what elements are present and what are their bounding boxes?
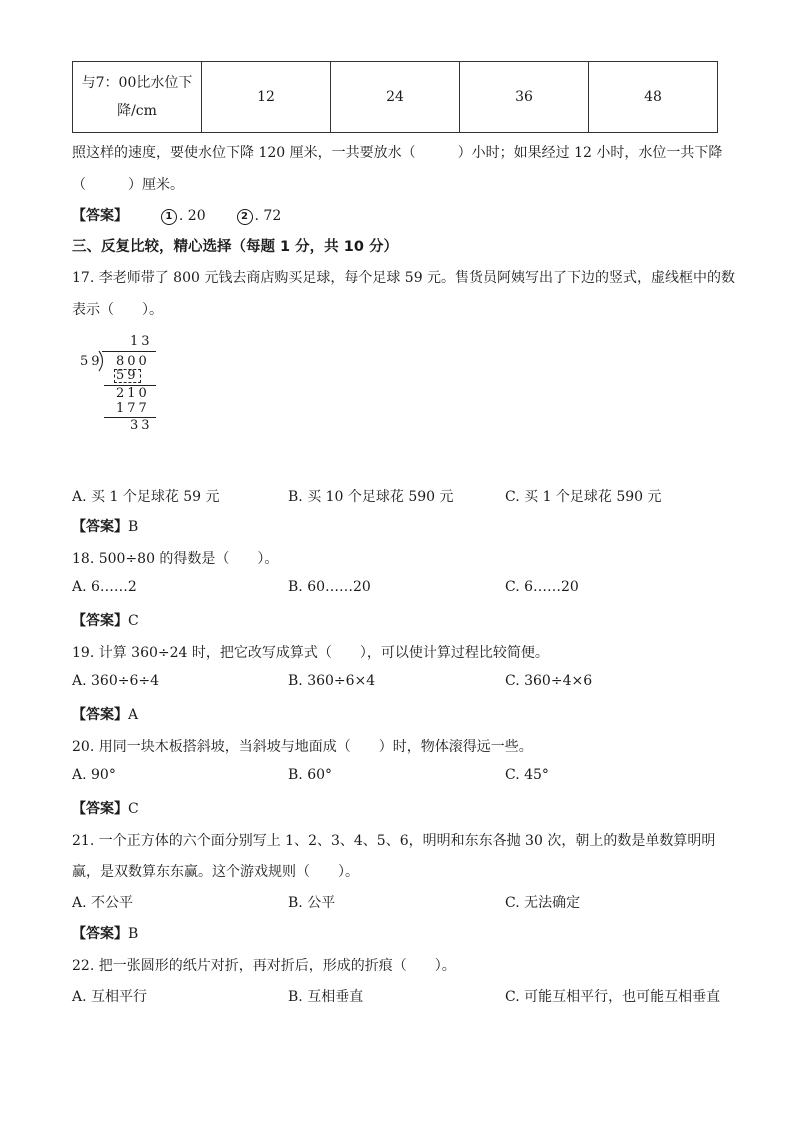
q17-option-b: B. 买 10 个足球花 590 元 <box>288 489 454 505</box>
q17-text-line1: 17. 李老师带了 800 元钱去商店购买足球，每个足球 59 元。售货员阿姨写出了下边的竖式，虚线框中的数 <box>72 270 736 286</box>
q17-answer <box>72 516 138 536</box>
table-row <box>73 62 718 133</box>
q19-option-a: A. 360÷6÷4 <box>72 673 160 689</box>
q17-text-line2: 表示（ ）。 <box>72 302 163 318</box>
q19-option-b: B. 360÷6×4 <box>288 673 376 689</box>
answer-value: . 72 <box>254 208 282 224</box>
q22-option-c: C. 可能互相平行，也可能互相垂直 <box>505 989 721 1005</box>
q19-answer <box>72 704 138 724</box>
answer-value: B <box>128 519 139 535</box>
q19-text: 19. 计算 360÷24 时，把它改写成算式（ ），可以使计算过程比较简便。 <box>72 645 549 661</box>
answer-label: 【答案】 <box>72 801 128 817</box>
table-cell: 36 <box>460 62 589 133</box>
answer-label: 【答案】 <box>72 926 128 942</box>
circled-number-icon: 1 <box>161 209 177 225</box>
q21-text-line1: 21. 一个正方体的六个面分别写上 1、2、3、4、5、6，明明和东东各抛 30 次，朝上的数是单数算明明 <box>72 833 716 849</box>
answer-label: 【答案】 <box>72 208 128 224</box>
q22-text: 22. 把一张圆形的纸片对折，再对折后，形成的折痕（ ）。 <box>72 958 456 974</box>
q20-option-c: C. 45° <box>505 767 549 783</box>
q20-option-a: A. 90° <box>72 767 116 783</box>
division-quotient: 13 <box>130 334 153 349</box>
q21-text-line2: 赢，是双数算东东赢。这个游戏规则（ ）。 <box>72 864 359 880</box>
q16-answer <box>72 205 281 225</box>
q21-answer <box>72 923 138 943</box>
circled-number-icon: 2 <box>237 209 253 225</box>
q20-option-b: B. 60° <box>288 767 333 783</box>
q19-option-c: C. 360÷4×6 <box>505 673 593 689</box>
q20-answer <box>72 798 139 818</box>
answer-value: C <box>128 801 139 817</box>
table-header-cell <box>73 62 202 133</box>
q22-option-b: B. 互相垂直 <box>288 989 364 1005</box>
q18-text: 18. 500÷80 的得数是（ ）。 <box>72 551 279 567</box>
division-bar <box>102 351 156 352</box>
q21-option-a: A. 不公平 <box>72 895 134 911</box>
q21-option-c: C. 无法确定 <box>505 895 581 911</box>
table-header-text: 与7：00比水位下降/cm <box>81 75 193 119</box>
answer-value: B <box>128 926 139 942</box>
division-dashed-box: 59 <box>116 368 139 383</box>
q17-option-c: C. 买 1 个足球花 590 元 <box>505 489 662 505</box>
table-cell: 24 <box>331 62 460 133</box>
table-cell: 12 <box>202 62 331 133</box>
q18-option-c: C. 6……20 <box>505 579 579 595</box>
division-bracket-icon <box>97 350 107 372</box>
division-step: 177 <box>116 401 150 416</box>
answer-value: C <box>128 613 139 629</box>
q18-option-b: B. 60……20 <box>288 579 371 595</box>
long-division <box>76 334 166 434</box>
answer-value: . 20 <box>178 208 206 224</box>
answer-label: 【答案】 <box>72 613 128 629</box>
answer-label: 【答案】 <box>72 707 128 723</box>
division-divisor: 59 <box>80 354 103 369</box>
q22-option-a: A. 互相平行 <box>72 989 148 1005</box>
q18-option-a: A. 6……2 <box>72 579 137 595</box>
answer-label: 【答案】 <box>72 519 128 535</box>
table-cell: 48 <box>589 62 718 133</box>
answer-value: A <box>128 707 139 723</box>
division-remainder: 210 <box>116 386 150 401</box>
q21-option-b: B. 公平 <box>288 895 336 911</box>
q16-text-line1: 照这样的速度，要使水位下降 120 厘米，一共要放水（ ）小时；如果经过 12 小时，水位一共下降 <box>72 145 723 161</box>
q16-text-line2: （ ）厘米。 <box>72 177 184 193</box>
q20-text: 20. 用同一块木板搭斜坡，当斜坡与地面成（ ）时，物体滚得远一些。 <box>72 739 533 755</box>
division-dividend: 800 <box>116 354 150 369</box>
section-heading: 三、反复比较，精心选择（每题 1 分，共 10 分） <box>72 239 398 255</box>
q18-answer <box>72 610 139 630</box>
water-level-table <box>72 61 718 133</box>
q17-option-a: A. 买 1 个足球花 59 元 <box>72 489 220 505</box>
division-remainder: 33 <box>130 418 153 433</box>
